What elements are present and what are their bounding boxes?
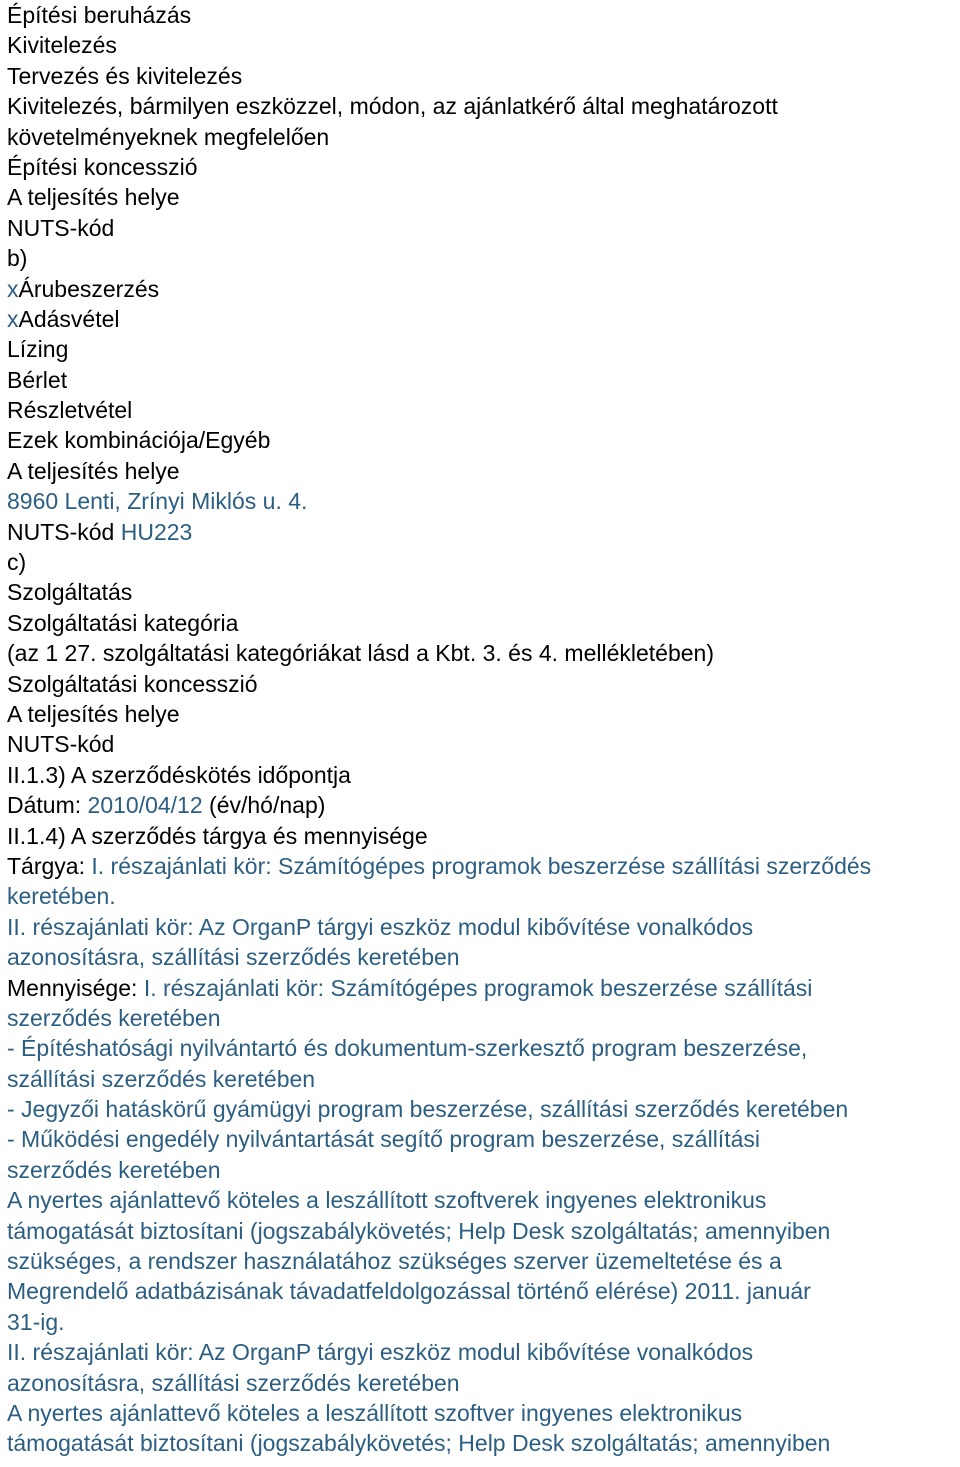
- line-label: Ezek kombinációja/Egyéb: [7, 427, 271, 454]
- line-value: szükséges, a rendszer használatához szükséges szerver üzemeltetése és a: [7, 1248, 782, 1275]
- line-label: Árubeszerzés: [18, 275, 160, 302]
- document-line: [7, 608, 957, 638]
- document-line: [7, 0, 957, 30]
- document-line: [7, 1003, 957, 1033]
- document-line: [7, 274, 957, 304]
- line-suffix: (év/hó/nap): [202, 792, 326, 819]
- document-line: [7, 1337, 957, 1367]
- document-line: [7, 942, 957, 972]
- checkbox-mark: x: [7, 305, 19, 332]
- document-line: [7, 821, 957, 851]
- line-label: A teljesítés helye: [7, 700, 180, 727]
- document-line: [7, 1216, 957, 1246]
- document-line: [7, 91, 957, 121]
- line-label: A teljesítés helye: [7, 457, 180, 484]
- line-value: szerződés keretében: [7, 1004, 221, 1031]
- line-value: - Építéshatósági nyilvántartó és dokumentum-szerkesztő program beszerzése,: [7, 1035, 808, 1062]
- document-line: [7, 425, 957, 455]
- line-label: NUTS-kód: [7, 731, 115, 758]
- line-label: Szolgáltatási koncesszió: [7, 670, 258, 697]
- document-line: [7, 1094, 957, 1124]
- line-label: Tervezés és kivitelezés: [7, 62, 243, 89]
- document-line: [7, 1276, 957, 1306]
- document-line: [7, 1307, 957, 1337]
- document-line: [7, 1246, 957, 1276]
- line-label: Kivitelezés, bármilyen eszközzel, módon, az ajánlatkérő által meghatározott: [7, 93, 778, 120]
- document-line: [7, 1064, 957, 1094]
- line-value: II. részajánlati kör: Az OrganP tárgyi eszköz modul kibővítése vonalkódos: [7, 1339, 754, 1366]
- line-label: b): [7, 245, 28, 272]
- line-label: A teljesítés helye: [7, 184, 180, 211]
- document-line: [7, 1155, 957, 1185]
- document-line: [7, 486, 957, 516]
- document-line: [7, 1428, 957, 1458]
- document-line: [7, 122, 957, 152]
- line-label: Részletvétel: [7, 397, 133, 424]
- line-value: A nyertes ajánlattevő köteles a leszállított szoftverek ingyenes elektronikus: [7, 1187, 767, 1214]
- document-line: [7, 61, 957, 91]
- line-value: - Jegyzői hatáskörű gyámügyi program beszerzése, szállítási szerződés keretében: [7, 1096, 849, 1123]
- document-line: [7, 760, 957, 790]
- line-value: A nyertes ajánlattevő köteles a leszállított szoftver ingyenes elektronikus: [7, 1399, 743, 1426]
- line-value: 2010/04/12: [87, 792, 203, 819]
- document-line: [7, 973, 957, 1003]
- line-value: - Működési engedély nyilvántartását segítő program beszerzése, szállítási: [7, 1126, 760, 1153]
- line-value: I. részajánlati kör: Számítógépes programok beszerzése szállítási szerződés: [91, 852, 872, 879]
- document-line: [7, 182, 957, 212]
- line-label: Mennyisége:: [7, 974, 144, 1001]
- line-label: Építési koncesszió: [7, 153, 198, 180]
- line-label: Kivitelezés: [7, 32, 117, 59]
- line-label: Szolgáltatás: [7, 579, 133, 606]
- document-line: [7, 790, 957, 820]
- line-label: Adásvétel: [18, 305, 120, 332]
- document-line: [7, 152, 957, 182]
- line-value: szerződés keretében: [7, 1156, 221, 1183]
- document-line: [7, 1368, 957, 1398]
- line-value: támogatását biztosítani (jogszabálykövetés; Help Desk szolgáltatás; amennyiben: [7, 1430, 831, 1457]
- line-value: 31-ig.: [7, 1308, 65, 1335]
- document-line: [7, 699, 957, 729]
- document-body: [7, 0, 957, 1459]
- line-value: szállítási szerződés keretében: [7, 1065, 316, 1092]
- line-label: Szolgáltatási kategória: [7, 609, 239, 636]
- line-label: NUTS-kód: [7, 214, 115, 241]
- document-line: [7, 213, 957, 243]
- document-line: [7, 851, 957, 881]
- line-value: azonosításra, szállítási szerződés keretében: [7, 1369, 460, 1396]
- line-value: I. részajánlati kör: Számítógépes programok beszerzése szállítási: [143, 974, 813, 1001]
- document-line: [7, 30, 957, 60]
- document-line: [7, 517, 957, 547]
- line-label: II.1.4) A szerződés tárgya és mennyisége: [7, 822, 428, 849]
- line-label: (az 1 27. szolgáltatási kategóriákat lásd a Kbt. 3. és 4. mellékletében): [7, 640, 715, 667]
- document-line: [7, 334, 957, 364]
- document-line: [7, 395, 957, 425]
- line-value: 8960 Lenti, Zrínyi Miklós u. 4.: [7, 488, 308, 515]
- line-value: Megrendelő adatbázisának távadatfeldolgozással történő elérése) 2011. január: [7, 1278, 811, 1305]
- line-value: azonosításra, szállítási szerződés keretében: [7, 944, 460, 971]
- line-value: II. részajánlati kör: Az OrganP tárgyi eszköz modul kibővítése vonalkódos: [7, 913, 754, 940]
- checkbox-mark: x: [7, 275, 19, 302]
- document-line: [7, 577, 957, 607]
- line-label: c): [7, 549, 27, 576]
- document-line: [7, 1185, 957, 1215]
- document-line: [7, 243, 957, 273]
- line-label: Bérlet: [7, 366, 68, 393]
- line-label: követelményeknek megfelelően: [7, 123, 330, 150]
- line-label: II.1.3) A szerződéskötés időpontja: [7, 761, 351, 788]
- line-label: Lízing: [7, 336, 69, 363]
- document-line: [7, 547, 957, 577]
- line-label: Tárgya:: [7, 852, 92, 879]
- document-line: [7, 365, 957, 395]
- document-line: [7, 881, 957, 911]
- document-line: [7, 638, 957, 668]
- document-line: [7, 456, 957, 486]
- line-label: Dátum:: [7, 792, 88, 819]
- document-line: [7, 1398, 957, 1428]
- document-line: [7, 1033, 957, 1063]
- document-line: [7, 729, 957, 759]
- document-line: [7, 669, 957, 699]
- document-line: [7, 912, 957, 942]
- line-value: keretében.: [7, 883, 116, 910]
- line-label: Építési beruházás: [7, 2, 192, 28]
- document-line: [7, 1124, 957, 1154]
- line-label: NUTS-kód: [7, 518, 121, 545]
- document-line: [7, 304, 957, 334]
- line-value: HU223: [120, 518, 193, 545]
- line-value: támogatását biztosítani (jogszabálykövetés; Help Desk szolgáltatás; amennyiben: [7, 1217, 831, 1244]
